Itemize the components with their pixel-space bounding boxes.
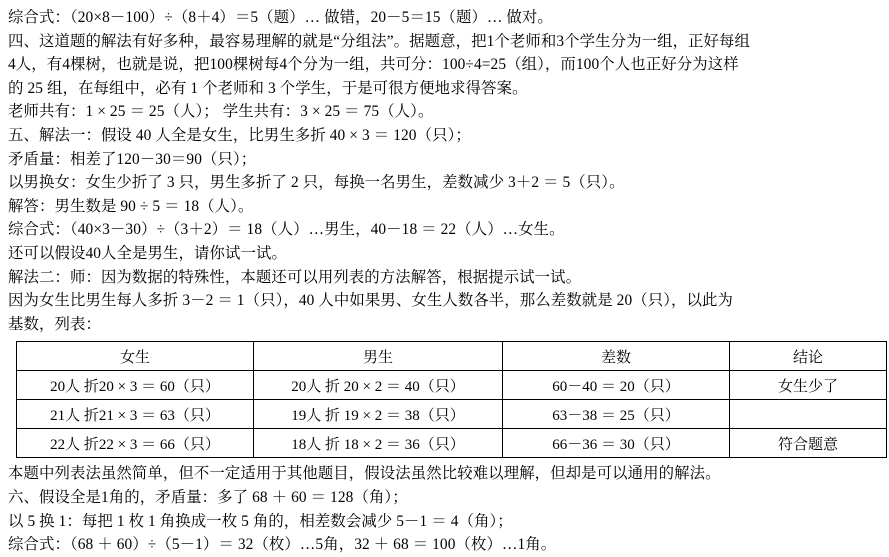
- text-line: 综合式：（20×8－100）÷（8＋4）＝5（题）… 做错，20－5＝15（题）… 做对。: [8, 9, 553, 26]
- text-line: 矛盾量：相差了120－30＝90（只）；: [8, 150, 257, 168]
- table-row: [17, 400, 887, 429]
- table-cell: 女生少了: [730, 371, 887, 400]
- table-header-cell: 结论: [730, 342, 887, 371]
- table-header-row: [17, 342, 887, 371]
- text-line: 解法二：师：因为数据的特殊性，本题还可以用列表的方法解答，根据提示试一试。: [8, 268, 582, 286]
- text-line: 四、这道题的解法有好多种，最容易理解的就是“分组法”。据题意，把1个老师和3个学生分为一组，正好每组: [8, 32, 751, 50]
- table-cell: 60－40 ＝ 20（只）: [503, 371, 730, 400]
- solution-table: [16, 341, 887, 458]
- table-header-cell: 差数: [503, 342, 730, 371]
- text-line: 六、假设全是1角的，矛盾量：多了 68 ＋ 60 ＝ 128（角）；: [8, 488, 408, 506]
- table-cell: 63－38 ＝ 25（只）: [503, 400, 730, 429]
- table-header-cell: 男生: [254, 342, 503, 371]
- text-line: 解答：男生数是 90 ÷ 5 ＝ 18（人）。: [8, 197, 254, 215]
- text-line: 4人，有4棵树，也就是说，把100棵树每4个分为一组，共可分：100÷4=25（组），而100个人也正好分为这样: [8, 56, 739, 74]
- text-line: 以男换女：女生少折了 3 只，男生多折了 2 只，每换一名男生，差数减少 3＋2 ＝ 5（只）。: [8, 174, 625, 192]
- text-line: 本题中列表法虽然简单，但不一定适用于其他题目，假设法虽然比较难以理解，但却是可以通用的解法。: [8, 465, 721, 483]
- table-cell: 符合题意: [730, 429, 887, 458]
- table-cell: [730, 400, 887, 429]
- text-line: 因为女生比男生每人多折 3－2 ＝ 1（只），40 人中如果男、女生人数各半，那么差数就是 20（只），以此为: [8, 292, 734, 310]
- table-cell: 66－36 ＝ 30（只）: [503, 429, 730, 458]
- table-row: [17, 371, 887, 400]
- table-row: [17, 429, 887, 458]
- table-cell: 19人 折 19 × 2 ＝ 38（只）: [254, 400, 503, 429]
- text-line: 老师共有：1 × 25 ＝ 25（人）； 学生共有：3 × 25 ＝ 75（人）。: [8, 103, 434, 121]
- text-line: 综合式：（68 ＋ 60）÷（5－1）＝ 32（枚）…5角，32 ＋ 68 ＝ 100（枚）…1角。: [8, 536, 557, 554]
- text-line: 的 25 组，在每组中，必有 1 个老师和 3 个学生，于是可很方便地求得答案。: [8, 79, 528, 97]
- table-cell: 20人 折 20 × 2 ＝ 40（只）: [254, 371, 503, 400]
- text-line: 还可以假设40人全是男生，请你试一试。: [8, 244, 287, 262]
- text-line: 基数，列表：: [8, 315, 101, 333]
- table-cell: 20人 折20 × 3 ＝ 60（只）: [17, 371, 254, 400]
- table-cell: 18人 折 18 × 2 ＝ 36（只）: [254, 429, 503, 458]
- table-cell: 21人 折21 × 3 ＝ 63（只）: [17, 400, 254, 429]
- text-line: 综合式：（40×3－30）÷（3＋2）＝ 18（人）…男生，40－18 ＝ 22（人）…女生。: [8, 221, 565, 239]
- text-line: 五、解法一：假设 40 人全是女生，比男生多折 40 × 3 ＝ 120（只）；: [8, 126, 471, 144]
- table-header-cell: 女生: [17, 342, 254, 371]
- table-cell: 22人 折22 × 3 ＝ 66（只）: [17, 429, 254, 458]
- text-line: 以 5 换 1：每把 1 枚 1 角换成一枚 5 角的，相差数会减少 5－1 ＝ 4（角）；: [8, 512, 513, 530]
